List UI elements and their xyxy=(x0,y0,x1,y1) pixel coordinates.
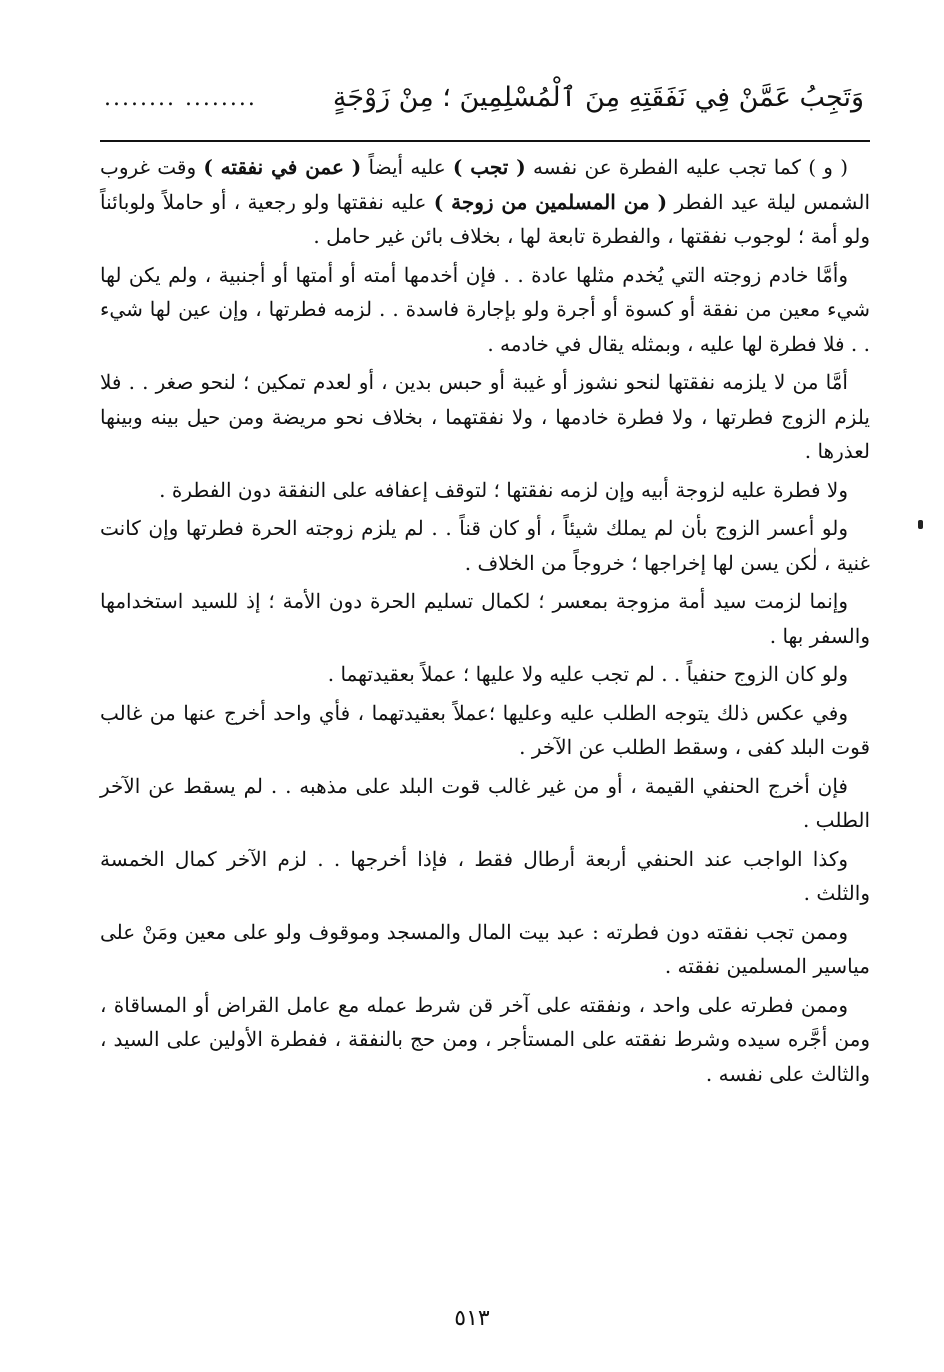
commentary-text: وكذا الواجب عند الحنفي أربعة أرطال فقط ، فإذا أخرجها . . لزم الآخر كمال الخمسة والثلث . xyxy=(100,846,870,905)
paragraph xyxy=(100,150,870,254)
paragraph xyxy=(100,696,870,765)
paragraph xyxy=(100,657,870,692)
header-divider xyxy=(100,140,870,142)
margin-speck xyxy=(918,520,923,529)
page-number: ٥١٣ xyxy=(454,1306,490,1331)
commentary-text: وإنما لزمت سيد أمة مزوجة بمعسر ؛ لكمال تسليم الحرة دون الأمة ؛ إذ للسيد استخدامها والسفر بها . xyxy=(100,589,870,648)
running-header xyxy=(100,72,870,132)
paragraph xyxy=(100,511,870,580)
paragraph xyxy=(100,584,870,653)
paragraph xyxy=(100,769,870,838)
paragraph xyxy=(100,842,870,911)
paragraph xyxy=(100,988,870,1092)
commentary-text: وممن تجب نفقته دون فطرته : عبد بيت المال والمسجد وموقوف ولو على معين ومَنْ على مياسير المسلمين نفقته . xyxy=(100,919,870,978)
commentary-text: وممن فطرته على واحد ، ونفقته على آخر قن شرط عمله مع عامل القراض أو المساقاة ، ومن أجَّره سيده وشرط نفقته على المستأجر ، ومن حج بالنفقة ، ففطرة الأولين على السيد ، والثالث على نفسه . xyxy=(100,992,870,1086)
header-leader-dots: ........ ........ xyxy=(104,86,257,111)
quoted-matn-text: ( عمن في نفقته ) xyxy=(203,155,362,179)
commentary-text: وأمَّا خادم زوجته التي يُخدم مثلها عادة . . فإن أخدمها أمته أو أمتها أو أجنبية ، ولم يكن لها شيء معين من نفقة أو كسوة أو أجرة ولو بإجارة فاسدة . . لزمه فطرتها ، وإن عين لها شيء . . فلا فطرة لها عليه ، وبمثله يقال في خادمه . xyxy=(100,262,870,356)
commentary-text: ( و ) كما تجب عليه الفطرة عن نفسه xyxy=(525,155,848,179)
commentary-text: فإن أخرج الحنفي القيمة ، أو من غير غالب قوت البلد على مذهبه . . لم يسقط عن الآخر الطلب . xyxy=(100,773,870,832)
paragraph xyxy=(100,915,870,984)
header-title: وَتَجِبُ عَمَّنْ فِي نَفَقَتِهِ مِنَ ٱلْمُسْلِمِينَ ؛ مِنْ زَوْجَةٍ xyxy=(332,82,864,113)
main-text xyxy=(100,150,870,1095)
quoted-matn-text: ( تجب ) xyxy=(452,155,526,179)
paragraph xyxy=(100,365,870,469)
commentary-text: عليه أيضاً xyxy=(361,155,453,179)
commentary-text: أمَّا من لا يلزمه نفقتها لنحو نشوز أو غيبة أو حبس بدين ، أو لعدم تمكين ؛ لنحو صغر . . فلا يلزم الزوج فطرتها ، ولا فطرة خادمها ، ولا نفقتهما ، بخلاف نحو مريضة ومن حيل بينه وبينها لعذرها . xyxy=(100,370,870,463)
commentary-text: ولا فطرة عليه لزوجة أبيه وإن لزمه نفقتها ؛ لتوقف إعفافه على النفقة دون الفطرة . xyxy=(159,477,848,502)
quoted-matn-text: ( من المسلمين من زوجة ) xyxy=(433,189,668,214)
commentary-text: عليه نفقتها ولو رجعية ، أو حاملاً ولوبائناً ولو أمة ؛ لوجوب نفقتها ، والفطرة تابعة لها ، بخلاف بائن غير حامل . xyxy=(100,189,870,248)
paragraph xyxy=(100,473,870,508)
commentary-text: وقت غروب الشمس ليلة عيد الفطر xyxy=(100,155,870,214)
commentary-text: وفي عكس ذلك يتوجه الطلب عليه وعليها ؛عملاً بعقيدتهما ، فأي واحد أخرج عنها من غالب قوت البلد كفى ، وسقط الطلب عن الآخر . xyxy=(100,700,870,759)
paragraph xyxy=(100,258,870,362)
commentary-text: ولو أعسر الزوج بأن لم يملك شيئاً ، أو كان قناً . . لم يلزم زوجته الحرة فطرتها وإن كانت غنية ، لٰكن يسن لها إخراجها ؛ خروجاً من الخلاف . xyxy=(100,516,870,575)
commentary-text: ولو كان الزوج حنفياً . . لم تجب عليه ولا عليها ؛ عملاً بعقيدتهما . xyxy=(327,662,848,686)
